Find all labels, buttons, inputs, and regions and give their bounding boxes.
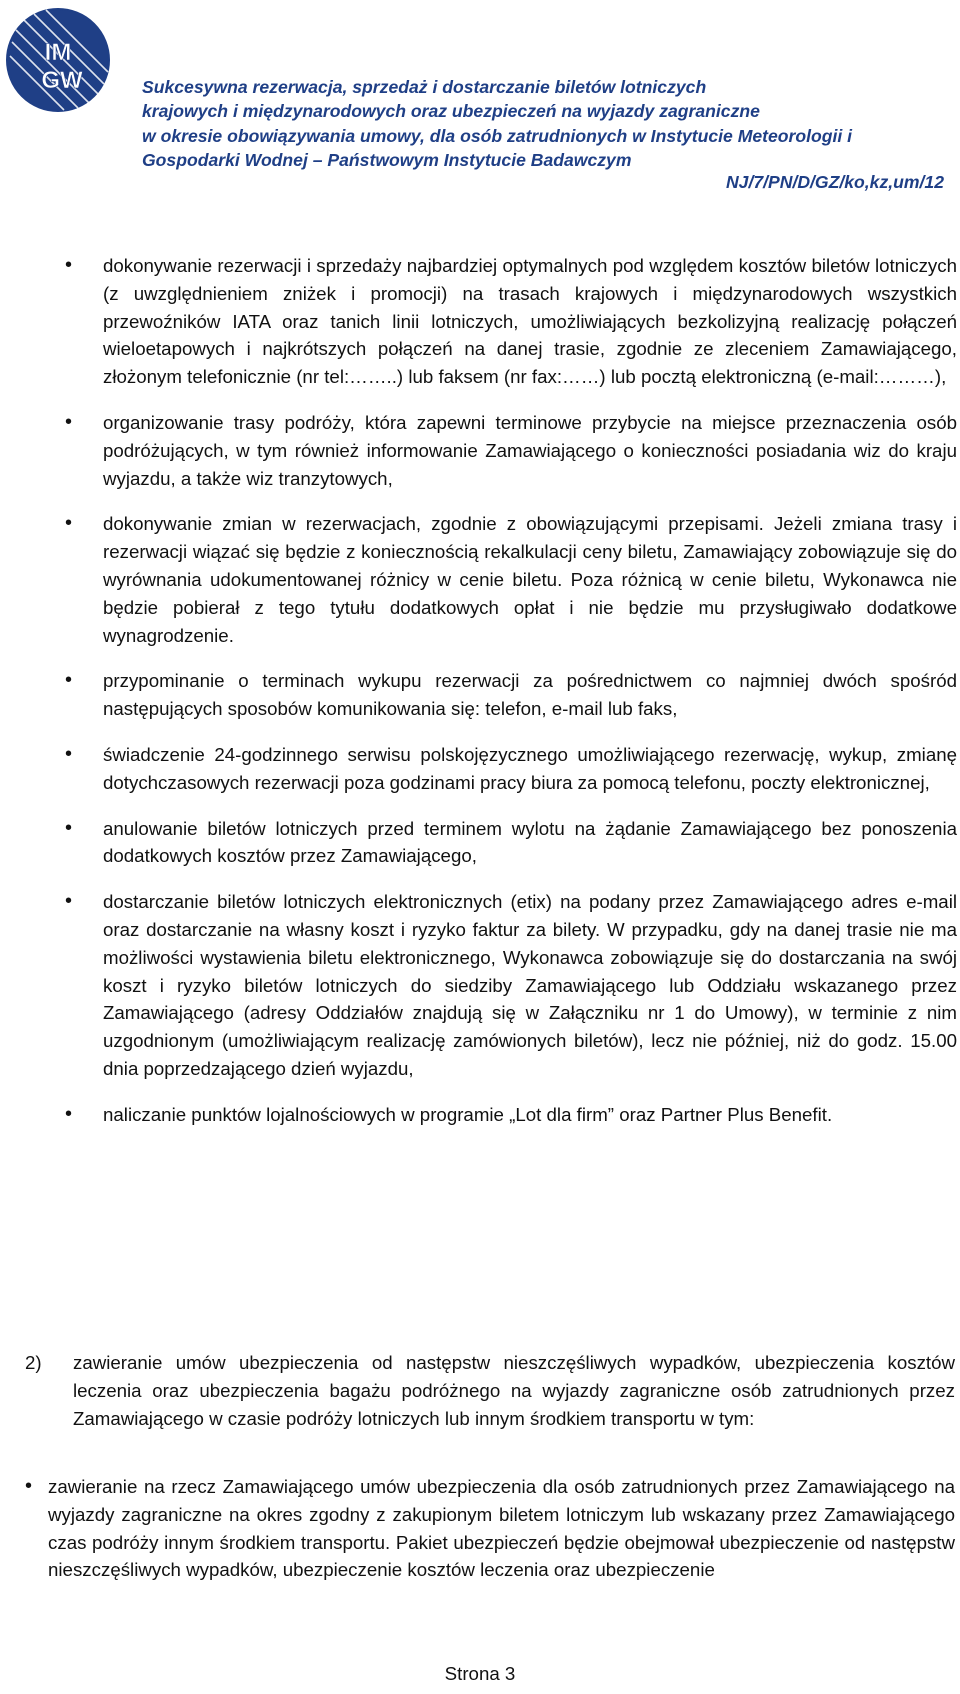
service-bullet-list: [65, 252, 957, 1147]
bullet-item: • świadczenie 24-godzinnego serwisu polskojęzycznego umożliwiającego rezerwację, wykup, zmianę dotychczasowych rezerwacji poza godzinami pracy biura za pomocą telefonu, poczty elektronicznej,: [65, 741, 957, 797]
section-text: zawieranie umów ubezpieczenia od następstw nieszczęśliwych wypadków, ubezpieczenia kosztów leczenia oraz ubezpieczenia bagażu podróżnego na wyjazdy zagraniczne osób zatrudnionych przez Zamawiającego w czasie podróży lotniczych lub innym środkiem transportu w tym:: [73, 1352, 955, 1429]
header-line: Gospodarki Wodnej – Państwowym Instytucie Badawczym: [142, 150, 632, 171]
bullet-item: • zawieranie na rzecz Zamawiającego umów ubezpieczenia dla osób zatrudnionych przez Zamawiającego na wyjazdy zagraniczne na okres zgodny z zakupionym biletem lotniczym lub wskazany przez Zamawiającego czas podróży innym środkiem transportu. Pakiet ubezpieczeń będzie obejmował ubezpieczenie od następstw nieszczęśliwych wypadków, ubezpieczenie kosztów leczenia oraz ubezpieczenie: [25, 1473, 955, 1584]
bullet-item: • dostarczanie biletów lotniczych elektronicznych (etix) na podany przez Zamawiającego adres e-mail oraz dostarczanie na własny koszt i ryzyko faktur za bilety. W przypadku, gdy na danej trasie nie ma możliwości wystawienia biletu elektronicznego, Wykonawca zobowiązuje się do dostarczania na swój koszt i ryzyko biletów lotniczych do siedziby Zamawiającego lub Oddziału wskazanego przez Zamawiającego (adresy Oddziałów znajdują się w Załączniku nr 1 do Umowy), w terminie z nim uzgodnionym (umożliwiającym realizację zamówionych biletów), lecz nie później, niż do godz. 15.00 dnia poprzedzającego dzień wyjazdu,: [65, 888, 957, 1083]
logo-text-top: IM: [44, 39, 72, 66]
insurance-bullet-list: [25, 1473, 955, 1584]
imgw-logo: [4, 6, 112, 114]
bullet-item: • organizowanie trasy podróży, która zapewni terminowe przybycie na miejsce przeznaczenia osób podróżujących, w tym również informowanie Zamawiającego o konieczności posiadania wiz do kraju wyjazdu, a także wiz tranzytowych,: [65, 409, 957, 492]
header-line: Sukcesywna rezerwacja, sprzedaż i dostarczanie biletów lotniczych: [142, 77, 707, 97]
section-number: 2): [25, 1352, 42, 1373]
document-reference: NJ/7/PN/D/GZ/ko,kz,um/12: [725, 172, 944, 192]
bullet-item: • przypominanie o terminach wykupu rezerwacji za pośrednictwem co najmniej dwóch spośród następujących sposobów komunikowania się: telefon, e-mail lub faks,: [65, 667, 957, 723]
bullet-item: • dokonywanie zmian w rezerwacjach, zgodnie z obowiązującymi przepisami. Jeżeli zmiana trasy i rezerwacji wiązać się będzie z koniecznością rekalkulacji ceny biletu, Zamawiający zobowiązuje się do wyrównania udokumentowanej różnicy w cenie biletu. Poza różnicą w cenie biletu, Wykonawca nie będzie pobierał z tego tytułu dodatkowych opłat i nie będzie mu przysługiwało dodatkowe wynagrodzenie.: [65, 510, 957, 649]
header-line: w okresie obowiązywania umowy, dla osób zatrudnionych w Instytucie Meteorologii i: [142, 125, 853, 146]
bullet-item: • anulowanie biletów lotniczych przed terminem wylotu na żądanie Zamawiającego bez ponoszenia dodatkowych kosztów przez Zamawiającego,: [65, 815, 957, 871]
section-2: [25, 1349, 955, 1432]
page-number: Strona 3: [444, 1663, 516, 1684]
header-line: krajowych i międzynarodowych oraz ubezpieczeń na wyjazdy zagraniczne: [142, 101, 760, 122]
document-header: [142, 75, 952, 173]
logo-text-bottom: GW: [41, 67, 83, 94]
bullet-item: • naliczanie punktów lojalnościowych w programie „Lot dla firm” oraz Partner Plus Benefit.: [65, 1101, 957, 1129]
bullet-item: • dokonywanie rezerwacji i sprzedaży najbardziej optymalnych pod względem kosztów biletów lotniczych (z uwzględnieniem zniżek i promocji) na trasach krajowych i międzynarodowych wszystkich przewoźników IATA oraz tanich linii lotniczych, umożliwiających bezkolizyjną realizację połączeń wieloetapowych i najkrótszych połączeń na danej trasie, zgodnie ze zleceniem Zamawiającego, złożonym telefonicznie (nr tel:……..) lub faksem (nr fax:……) lub pocztą elektroniczną (e-mail:………),: [65, 252, 957, 391]
